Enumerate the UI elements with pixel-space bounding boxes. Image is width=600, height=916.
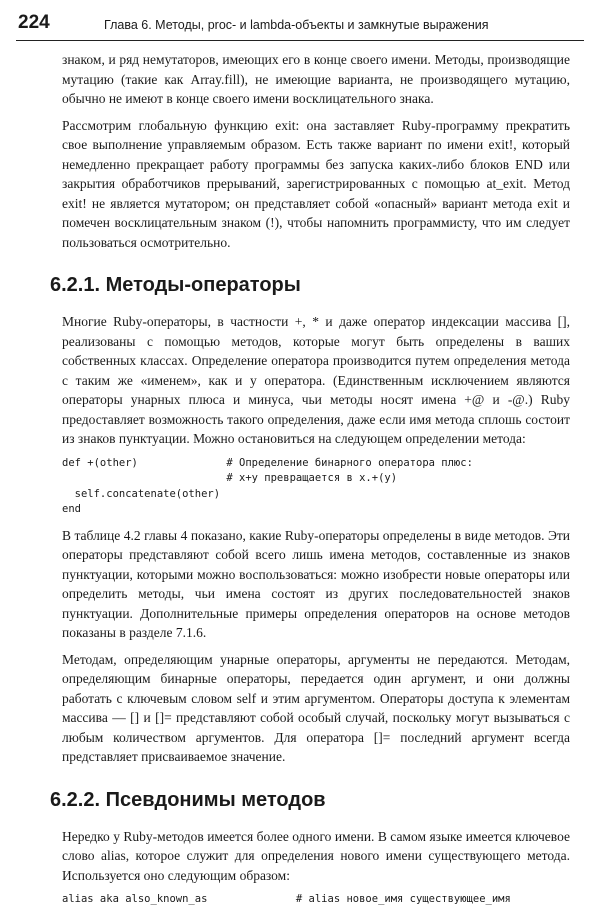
- chapter-title: Глава 6. Методы, proc- и lambda-объекты и замкнутые выражения: [104, 18, 489, 32]
- section-heading-aliases: 6.2.2. Псевдонимы методов: [50, 788, 326, 811]
- paragraph-exit: Рассмотрим глобальную функцию exit: она заставляет Ruby-программу прекратить свое выполнение управляемым образом. Есть также вариант по имени exit!, который немедленно прекращает работу программы без запуска каких-либо блоков END или закрытия обработчиков прерываний, зарегистрированных с помощью at_exit. Метод exit! не является мутатором; он представляет собой «опасный» вариант метода exit и помечен восклицательным знаком (!), чтобы напомнить программисту, что им следует пользоваться осмотрительно.: [62, 117, 570, 250]
- paragraph-operators: Многие Ruby-операторы, в частности +, * и даже оператор индексации массива [], реализованы с помощью методов, которые могут быть определены в ваших собственных классах. Определение оператора производится путем определения метода с таким же «именем», как и у оператора. (Единственным исключением являются операторы унарных плюса и минуса, чьи методы носят имена +@ и -@.) Ruby предоставляет возможность такого определения, даже если имя метода сплошь состоит из знаков пунктуации. Можно остановиться на следующем определении метода:: [62, 314, 570, 446]
- page-number: 224: [18, 12, 50, 33]
- running-header: [16, 12, 584, 41]
- paragraph-unary-binary: Методам, определяющим унарные операторы, аргументы не передаются. Методам, определяющим бинарные операторы, передается один аргумент, и они должны работать с ключевым словом self и этим аргументом. Операторы доступа к элементам массива — [] и []= представляют собой особый случай, поскольку могут вызываться с любым количеством аргументов. Для оператора []= последний аргумент всегда представляет присваиваемое значение.: [62, 651, 570, 764]
- paragraph-table-reference: В таблице 4.2 главы 4 показано, какие Ruby-операторы определены в виде методов. Эти операторы представляют собой всего лишь имена методов, составленные из знаков пунктуации, которыми можно воспользоваться: можно изобрести новые операторы или определить методы, чьи имена состоят из других последовательностей знаков пунктуации. Дополнительные примеры определения операторов на основе методов показаны в разделе 7.1.6.: [62, 527, 570, 640]
- section-heading-operators: 6.2.1. Методы-операторы: [50, 274, 301, 296]
- paragraph-mutators: знаком, и ряд немутаторов, имеющих его в конце своего имени. Методы, производящие мутацию (такие как Array.fill), не имеющие варианта, не производящего мутацию, обычно не имеют в конце своего имени восклицательного знака.: [62, 52, 570, 106]
- paragraph-alias: Нередко у Ruby-методов имеется более одного имени. В самом языке имеется ключевое слово alias, которое служит для определения нового имени существующего метода. Используется оно следующим образом:: [62, 828, 570, 883]
- page-body: [50, 50, 570, 916]
- code-block-plus-operator: def +(other) # Определение бинарного оператора плюс: # x+y превращается в x.+(y) self.concatenate(other) end: [62, 456, 473, 515]
- code-block-alias: alias aka also_known_as # alias новое_имя существующее_имя: [62, 893, 511, 905]
